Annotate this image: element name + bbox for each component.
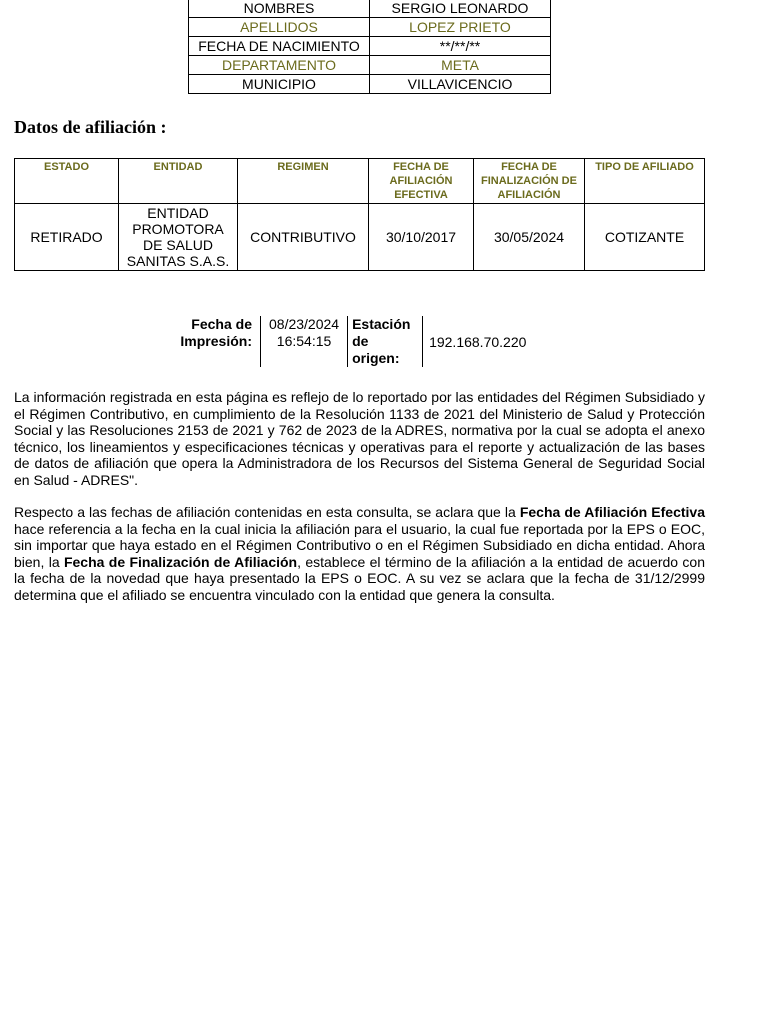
table-row (189, 37, 551, 56)
municipio-value: VILLAVICENCIO (370, 75, 551, 94)
cell-fecha-finalizacion: 30/05/2024 (474, 204, 585, 271)
table-row (189, 75, 551, 94)
estacion-origen-label: Estación de origen: (347, 316, 422, 367)
table-row (189, 56, 551, 75)
fechas-paragraph (14, 504, 705, 603)
impresion-info (180, 316, 532, 367)
fechas-text-2: hace referencia a la fecha en la cual inicia la afiliación para el usuario, la cual fue reportada por la EPS o EOC, sin importar que haya estado en el Régimen Contributivo o en el Régimen Subsidiado en dicha entidad. Ahora bien, la (14, 520, 705, 570)
fecha-afiliacion-efectiva-term: Fecha de Afiliación Efectiva (519, 504, 705, 520)
nombres-value: SERGIO LEONARDO (370, 0, 551, 18)
section-title: Datos de afiliación : (14, 117, 167, 137)
fechas-text-1: Respecto a las fechas de afiliación contenidas en esta consulta, se aclara que la (14, 504, 520, 520)
fecha-nacimiento-label: FECHA DE NACIMIENTO (189, 37, 370, 56)
fecha-impresion-time: 16:54:15 (276, 333, 332, 349)
departamento-value: META (370, 56, 551, 75)
afiliacion-table (14, 158, 705, 271)
departamento-label: DEPARTAMENTO (189, 56, 370, 75)
datos-basicos-table (188, 0, 551, 94)
cell-regimen: CONTRIBUTIVO (238, 204, 369, 271)
cell-fecha-afiliacion: 30/10/2017 (369, 204, 474, 271)
apellidos-value: LOPEZ PRIETO (370, 18, 551, 37)
header-entidad: ENTIDAD (119, 159, 238, 204)
header-fecha-finalizacion: FECHA DE FINALIZACIÓN DE AFILIACIÓN (474, 159, 585, 204)
info-paragraph: La información registrada en esta página es reflejo de lo reportado por las entidades del Régimen Subsidiado y el Régimen Contributivo, en cumplimiento de la Resolución 1133 de 2021 del Ministerio de Salud y Protección Social y las Resoluciones 2153 de 2021 y 762 de 2023 de la ADRES, normativa por la cual se adopta el anexo técnico, los lineamientos y especificaciones técnicas y operativas para el reporte y actualización de las bases de datos de afiliación que opera la Administradora de los Recursos del Sistema General de Seguridad Social en Salud - ADRES". (14, 389, 705, 488)
header-regimen: REGIMEN (238, 159, 369, 204)
apellidos-label: APELLIDOS (189, 18, 370, 37)
fecha-impresion-value (260, 316, 347, 367)
estacion-origen-value: 192.168.70.220 (422, 316, 532, 367)
table-row (189, 18, 551, 37)
header-estado: ESTADO (15, 159, 119, 204)
cell-entidad: ENTIDAD PROMOTORA DE SALUD SANITAS S.A.S. (119, 204, 238, 271)
fechas-text-3: , establece el término de la afiliación a la entidad de acuerdo con la fecha de la novedad que haya presentado la EPS o EOC. A su vez se aclara que la fecha de 31/12/2999 determina que el afiliado se encuentra vinculado con la entidad que genera la consulta. (14, 553, 705, 603)
table-row (189, 0, 551, 18)
nombres-label: NOMBRES (189, 0, 370, 18)
fecha-finalizacion-term: Fecha de Finalización de Afiliación (63, 553, 298, 570)
fecha-impresion-date: 08/23/2024 (269, 316, 340, 332)
header-tipo-afiliado: TIPO DE AFILIADO (585, 159, 705, 204)
cell-tipo-afiliado: COTIZANTE (585, 204, 705, 271)
table-header-row (15, 159, 705, 204)
fecha-nacimiento-value: **/**/** (370, 37, 551, 56)
cell-estado: RETIRADO (15, 204, 119, 271)
table-row (15, 204, 705, 271)
fecha-impresion-label: Fecha de Impresión: (180, 316, 252, 349)
header-fecha-afiliacion: FECHA DE AFILIACIÓN EFECTIVA (369, 159, 474, 204)
municipio-label: MUNICIPIO (189, 75, 370, 94)
